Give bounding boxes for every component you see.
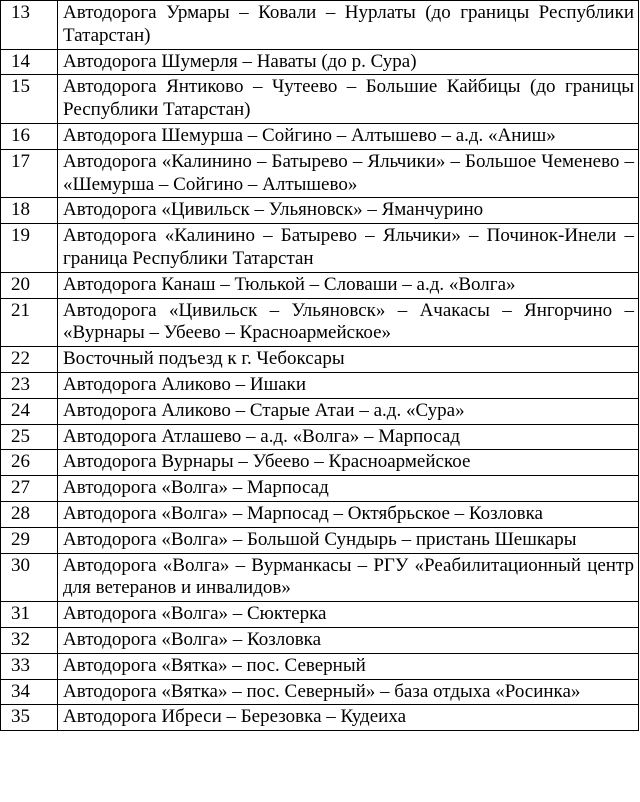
row-number: 13 [1,1,58,50]
table-row [1,272,639,298]
table-row [1,450,639,476]
table-row [1,1,639,50]
road-name: Автодорога «Цивильск – Ульяновск» – Яманчурино [58,198,639,224]
road-name: Автодорога «Вятка» – пос. Северный [58,653,639,679]
row-number: 19 [1,224,58,273]
row-number: 30 [1,553,58,602]
road-name: Автодорога Вурнары – Убеево – Красноармейское [58,450,639,476]
row-number: 23 [1,372,58,398]
table-row [1,705,639,731]
table-row [1,75,639,124]
table-row [1,501,639,527]
road-name: Автодорога Шемурша – Сойгино – Алтышево – а.д. «Аниш» [58,123,639,149]
row-number: 24 [1,398,58,424]
road-name: Автодорога «Волга» – Вурманкасы – РГУ «Реабилитационный центр для ветеранов и инвалидов» [58,553,639,602]
row-number: 27 [1,476,58,502]
road-name: Автодорога «Волга» – Большой Сундырь – пристань Шешкары [58,527,639,553]
table-row [1,224,639,273]
road-name: Автодорога «Волга» – Сюктерка [58,602,639,628]
road-name: Автодорога «Калинино – Батырево – Яльчики» – Большое Чеменево – «Шемурша – Сойгино – Алтышево» [58,149,639,198]
table-row [1,149,639,198]
table-row [1,627,639,653]
table-row [1,298,639,347]
table-row [1,198,639,224]
road-name: Автодорога «Калинино – Батырево – Яльчики» – Починок-Инели – граница Республики Татарстан [58,224,639,273]
road-name: Автодорога «Цивильск – Ульяновск» – Ачакасы – Янгорчино – «Вурнары – Убеево – Красноармейское» [58,298,639,347]
road-name: Автодорога Ибреси – Березовка – Кудеиха [58,705,639,731]
table-row [1,553,639,602]
table-row [1,123,639,149]
table-row [1,679,639,705]
table-row [1,372,639,398]
row-number: 29 [1,527,58,553]
row-number: 25 [1,424,58,450]
road-name: Автодорога Канаш – Тюлькой – Словаши – а.д. «Волга» [58,272,639,298]
row-number: 15 [1,75,58,124]
road-name: Автодорога Янтиково – Чутеево – Большие Кайбицы (до границы Республики Татарстан) [58,75,639,124]
row-number: 33 [1,653,58,679]
road-name: Автодорога «Волга» – Марпосад – Октябрьское – Козловка [58,501,639,527]
row-number: 16 [1,123,58,149]
road-name: Автодорога Урмары – Ковали – Нурлаты (до границы Республики Татарстан) [58,1,639,50]
row-number: 34 [1,679,58,705]
row-number: 28 [1,501,58,527]
row-number: 18 [1,198,58,224]
road-name: Автодорога Шумерля – Наваты (до р. Сура) [58,49,639,75]
table-row [1,653,639,679]
row-number: 22 [1,347,58,373]
row-number: 21 [1,298,58,347]
table-row [1,602,639,628]
row-number: 26 [1,450,58,476]
road-name: Автодорога Атлашево – а.д. «Волга» – Марпосад [58,424,639,450]
table-row [1,398,639,424]
road-name: Автодорога Аликово – Старые Атаи – а.д. «Сура» [58,398,639,424]
table-row [1,476,639,502]
table-row [1,527,639,553]
row-number: 20 [1,272,58,298]
table-row [1,49,639,75]
road-name: Восточный подъезд к г. Чебоксары [58,347,639,373]
row-number: 17 [1,149,58,198]
row-number: 31 [1,602,58,628]
row-number: 35 [1,705,58,731]
road-name: Автодорога «Волга» – Марпосад [58,476,639,502]
table-row [1,424,639,450]
table-row [1,347,639,373]
row-number: 32 [1,627,58,653]
row-number: 14 [1,49,58,75]
road-name: Автодорога «Волга» – Козловка [58,627,639,653]
road-name: Автодорога «Вятка» – пос. Северный» – база отдыха «Росинка» [58,679,639,705]
road-name: Автодорога Аликово – Ишаки [58,372,639,398]
